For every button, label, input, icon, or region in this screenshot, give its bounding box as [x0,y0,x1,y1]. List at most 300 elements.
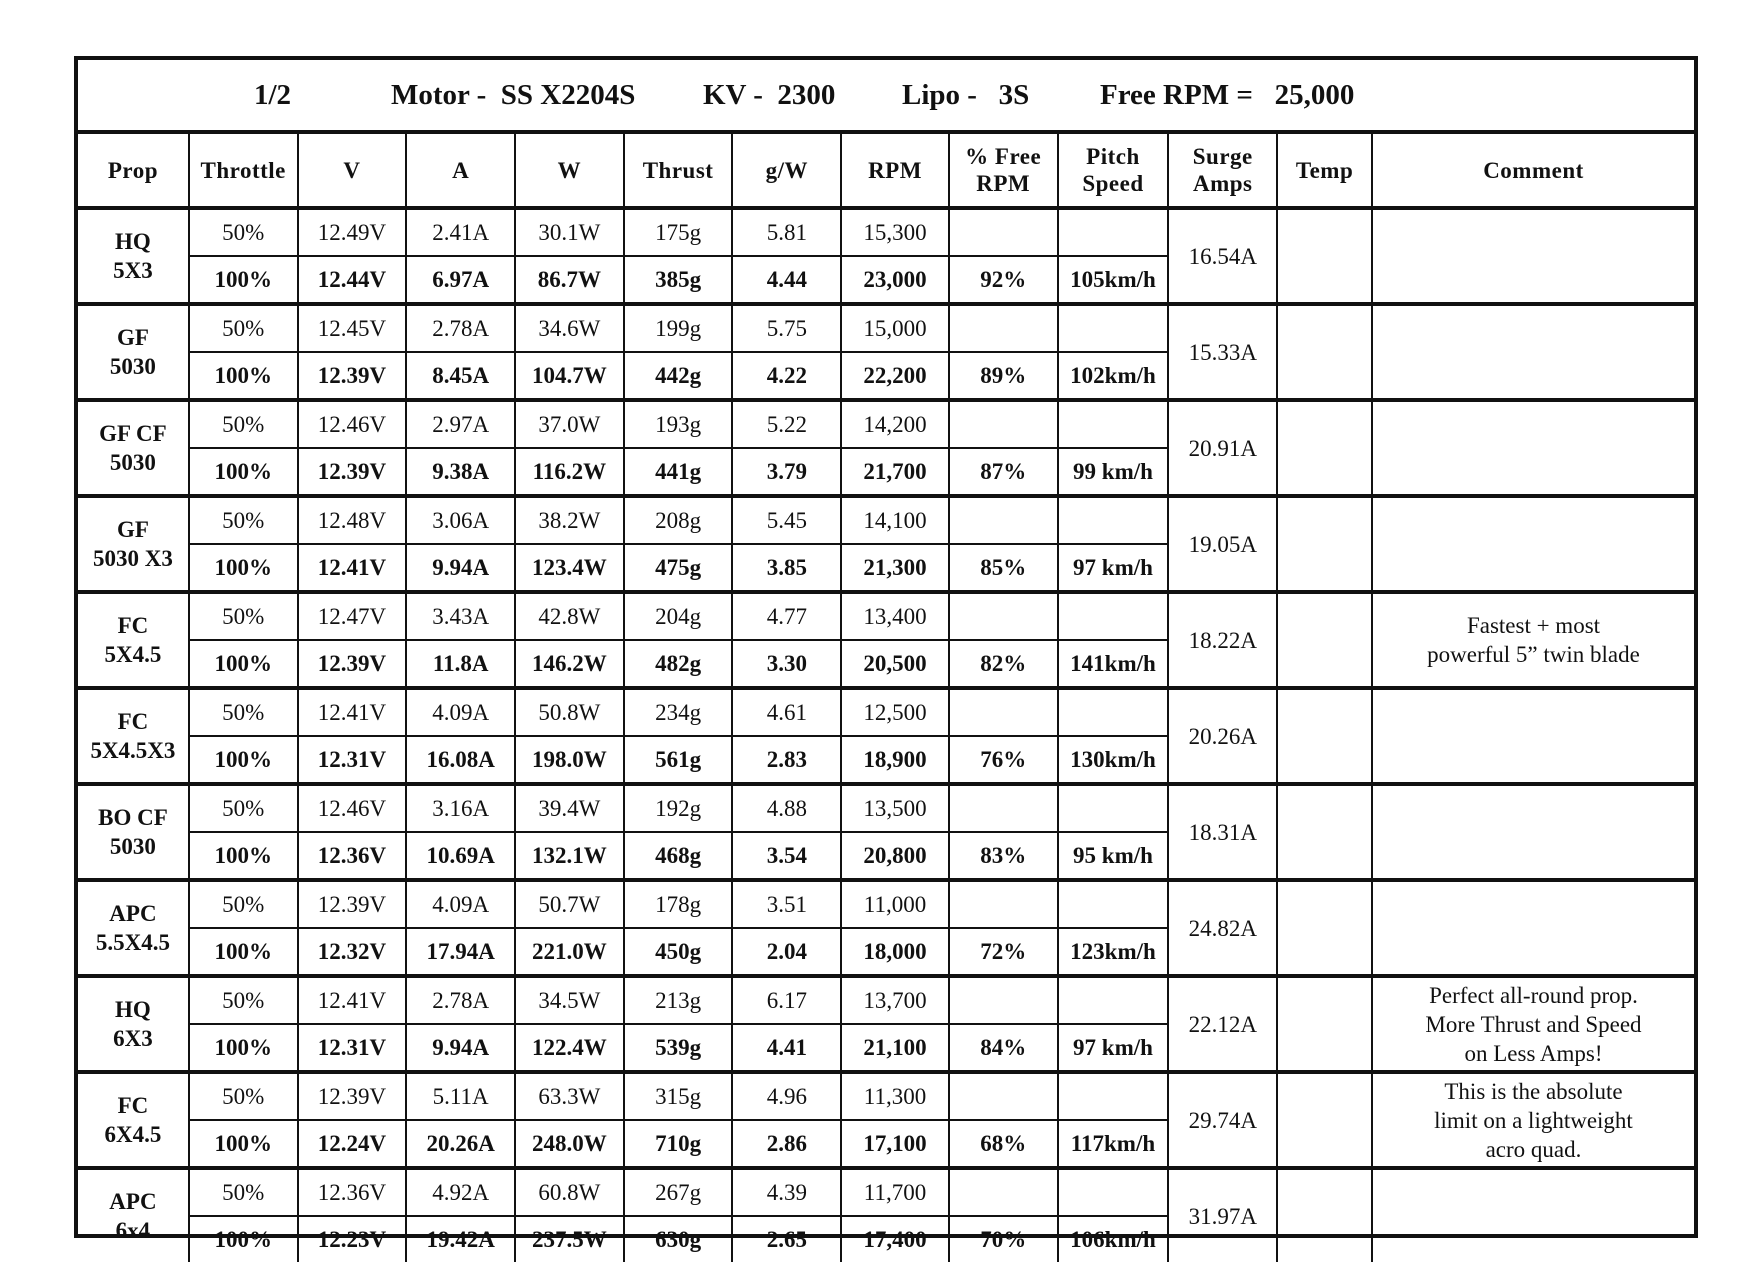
cell-throttle: 50% [189,688,298,736]
comment-line: Fastest + most [1466,613,1601,638]
cell-a: 9.94A [406,544,515,592]
prop-name-line: 5030 [109,354,156,379]
cell-w: 116.2W [515,448,624,496]
column-header-line: Thrust [642,157,714,183]
cell-comment [1372,976,1694,1072]
cell-a: 4.09A [406,880,515,928]
cell-a: 3.16A [406,784,515,832]
cell-w: 60.8W [515,1168,624,1216]
cell-a: 2.97A [406,400,515,448]
cell-surge-amps: 20.91A [1168,400,1277,496]
test-sheet [74,56,1698,1252]
cell-v: 12.39V [298,1072,407,1120]
cell-v: 12.39V [298,640,407,688]
cell-w: 221.0W [515,928,624,976]
cell-gw: 4.96 [732,1072,841,1120]
cell-rpm: 14,200 [841,400,949,448]
column-header-line: Comment [1483,157,1584,183]
prop-name-line: FC [117,1093,149,1118]
cell-rpm: 13,700 [841,976,949,1024]
column-header [515,134,624,208]
cell-w: 34.6W [515,304,624,352]
cell-thrust: 175g [624,208,733,256]
cell-pitch [1058,784,1169,832]
cell-free: 82% [949,640,1058,688]
cell-rpm: 18,000 [841,928,949,976]
cell-thrust: 630g [624,1216,733,1262]
cell-a: 9.94A [406,1024,515,1072]
cell-free: 76% [949,736,1058,784]
cell-gw: 4.39 [732,1168,841,1216]
table-row-half-throttle [78,976,1694,1024]
column-header-line: g/W [765,157,808,183]
cell-rpm: 11,700 [841,1168,949,1216]
cell-rpm: 11,000 [841,880,949,928]
cell-rpm: 17,100 [841,1120,949,1168]
cell-throttle: 100% [189,448,298,496]
cell-v: 12.39V [298,880,407,928]
cell-thrust: 204g [624,592,733,640]
cell-free [949,688,1058,736]
kv-label: KV - 2300 [703,79,836,111]
prop-name-line: 5030 X3 [92,546,173,571]
cell-pitch: 106km/h [1058,1216,1169,1262]
comment-line: limit on a lightweight [1434,1107,1633,1133]
comment-line: This is the absolute [1444,1078,1623,1104]
table-row-half-throttle [78,1072,1694,1120]
cell-w: 132.1W [515,832,624,880]
cell-free: 84% [949,1024,1058,1072]
column-header-line: A [452,157,470,183]
cell-gw: 5.45 [732,496,841,544]
table-row-half-throttle [78,688,1694,736]
cell-free: 89% [949,352,1058,400]
page-number: 1/2 [254,79,292,111]
prop-name-line: 5X4.5 [104,642,162,667]
column-header [841,134,949,208]
prop-name-line: GF [116,517,149,542]
cell-throttle: 100% [189,1120,298,1168]
cell-temp [1277,784,1372,880]
cell-comment [1372,1168,1694,1262]
column-header [1058,134,1169,208]
prop-name-line: 5030 [109,834,156,859]
cell-thrust: 475g [624,544,733,592]
cell-free [949,784,1058,832]
cell-w: 30.1W [515,208,624,256]
cell-gw: 4.22 [732,352,841,400]
cell-v: 12.45V [298,304,407,352]
prop-name-line: APC [109,901,157,926]
cell-pitch [1058,880,1169,928]
table-row-half-throttle [78,592,1694,640]
cell-w: 39.4W [515,784,624,832]
cell-comment [1372,688,1694,784]
cell-thrust: 710g [624,1120,733,1168]
cell-a: 20.26A [406,1120,515,1168]
cell-gw: 4.41 [732,1024,841,1072]
cell-throttle: 100% [189,352,298,400]
cell-temp [1277,592,1372,688]
cell-comment [1372,304,1694,400]
cell-surge-amps: 19.05A [1168,496,1277,592]
column-header [189,134,298,208]
column-header [949,134,1058,208]
cell-free [949,304,1058,352]
cell-a: 16.08A [406,736,515,784]
prop-name-line: GF [116,325,149,350]
cell-v: 12.36V [298,832,407,880]
cell-temp [1277,208,1372,304]
cell-temp [1277,304,1372,400]
cell-thrust: 441g [624,448,733,496]
cell-gw: 5.75 [732,304,841,352]
cell-a: 4.09A [406,688,515,736]
prop-name-line: HQ [115,997,151,1022]
cell-w: 37.0W [515,400,624,448]
cell-thrust: 234g [624,688,733,736]
cell-temp [1277,976,1372,1072]
cell-a: 5.11A [406,1072,515,1120]
cell-gw: 5.81 [732,208,841,256]
cell-a: 9.38A [406,448,515,496]
column-header [732,134,841,208]
cell-rpm: 15,300 [841,208,949,256]
cell-throttle: 100% [189,832,298,880]
cell-temp [1277,688,1372,784]
cell-rpm: 15,000 [841,304,949,352]
cell-rpm: 17,400 [841,1216,949,1262]
cell-w: 198.0W [515,736,624,784]
cell-thrust: 385g [624,256,733,304]
cell-throttle: 50% [189,208,298,256]
cell-pitch [1058,400,1169,448]
cell-a: 3.06A [406,496,515,544]
column-header [1168,134,1277,208]
prop-name-line: FC [117,709,149,734]
comment-line: acro quad. [1485,1136,1582,1162]
cell-thrust: 442g [624,352,733,400]
cell-throttle: 50% [189,1168,298,1216]
cell-rpm: 14,100 [841,496,949,544]
cell-gw: 3.51 [732,880,841,928]
cell-free: 85% [949,544,1058,592]
cell-v: 12.46V [298,784,407,832]
cell-gw: 6.17 [732,976,841,1024]
column-header [1277,134,1372,208]
table-row-half-throttle [78,1168,1694,1216]
title-bar [78,60,1694,134]
cell-gw: 4.61 [732,688,841,736]
column-header-line: Speed [1082,171,1144,196]
cell-gw: 3.54 [732,832,841,880]
cell-gw: 3.79 [732,448,841,496]
cell-rpm: 22,200 [841,352,949,400]
cell-gw: 4.44 [732,256,841,304]
table-body [78,208,1694,1262]
prop-name-cell [78,976,189,1072]
cell-v: 12.49V [298,208,407,256]
cell-v: 12.47V [298,592,407,640]
cell-thrust: 450g [624,928,733,976]
column-header-line: Pitch [1086,144,1140,169]
cell-throttle: 100% [189,1216,298,1262]
cell-pitch: 141km/h [1058,640,1169,688]
cell-w: 34.5W [515,976,624,1024]
cell-gw: 3.85 [732,544,841,592]
cell-a: 2.78A [406,304,515,352]
cell-free [949,496,1058,544]
cell-v: 12.44V [298,256,407,304]
cell-pitch: 99 km/h [1058,448,1169,496]
cell-surge-amps: 22.12A [1168,976,1277,1072]
cell-gw: 3.30 [732,640,841,688]
cell-rpm: 12,500 [841,688,949,736]
cell-thrust: 315g [624,1072,733,1120]
column-header-line: Surge [1192,144,1253,169]
cell-v: 12.24V [298,1120,407,1168]
cell-pitch [1058,304,1169,352]
cell-surge-amps: 18.31A [1168,784,1277,880]
cell-w: 123.4W [515,544,624,592]
cell-thrust: 482g [624,640,733,688]
cell-free: 92% [949,256,1058,304]
cell-temp [1277,1072,1372,1168]
cell-v: 12.32V [298,928,407,976]
prop-name-line: 5X4.5X3 [90,738,176,763]
cell-surge-amps: 15.33A [1168,304,1277,400]
cell-rpm: 13,400 [841,592,949,640]
cell-free [949,592,1058,640]
cell-surge-amps: 18.22A [1168,592,1277,688]
prop-name-cell [78,688,189,784]
cell-pitch [1058,688,1169,736]
prop-name-cell [78,400,189,496]
cell-rpm: 21,300 [841,544,949,592]
cell-pitch: 95 km/h [1058,832,1169,880]
cell-throttle: 50% [189,592,298,640]
prop-name-line: 6X3 [113,1026,153,1051]
prop-name-cell [78,1072,189,1168]
cell-free [949,1072,1058,1120]
column-header [1372,134,1694,208]
table-row-half-throttle [78,304,1694,352]
cell-throttle: 100% [189,928,298,976]
prop-name-line: GF CF [99,421,167,446]
cell-throttle: 100% [189,736,298,784]
prop-test-table [78,134,1694,1262]
comment-line: More Thrust and Speed [1425,1011,1642,1037]
cell-pitch [1058,1168,1169,1216]
cell-gw: 4.77 [732,592,841,640]
cell-gw: 2.83 [732,736,841,784]
cell-a: 6.97A [406,256,515,304]
cell-thrust: 539g [624,1024,733,1072]
cell-throttle: 100% [189,256,298,304]
cell-throttle: 50% [189,1072,298,1120]
cell-surge-amps: 20.26A [1168,688,1277,784]
cell-thrust: 208g [624,496,733,544]
cell-v: 12.39V [298,448,407,496]
column-header-line: % Free [965,144,1042,169]
cell-w: 248.0W [515,1120,624,1168]
prop-name-cell [78,496,189,592]
cell-w: 63.3W [515,1072,624,1120]
cell-thrust: 213g [624,976,733,1024]
cell-throttle: 50% [189,880,298,928]
cell-v: 12.23V [298,1216,407,1262]
cell-thrust: 267g [624,1168,733,1216]
cell-throttle: 50% [189,784,298,832]
comment-line: on Less Amps! [1464,1040,1603,1066]
cell-pitch [1058,976,1169,1024]
cell-gw: 2.65 [732,1216,841,1262]
cell-free [949,976,1058,1024]
cell-throttle: 50% [189,976,298,1024]
column-header-line: Prop [107,157,158,183]
cell-a: 10.69A [406,832,515,880]
cell-pitch [1058,496,1169,544]
cell-temp [1277,400,1372,496]
cell-v: 12.46V [298,400,407,448]
column-header-line: RPM [976,171,1031,196]
cell-v: 12.48V [298,496,407,544]
cell-a: 3.43A [406,592,515,640]
cell-thrust: 561g [624,736,733,784]
cell-rpm: 13,500 [841,784,949,832]
cell-throttle: 100% [189,1024,298,1072]
cell-pitch: 123km/h [1058,928,1169,976]
cell-rpm: 20,800 [841,832,949,880]
prop-name-line: 5.5X4.5 [95,930,170,955]
cell-free [949,400,1058,448]
cell-comment [1372,592,1694,688]
cell-w: 50.8W [515,688,624,736]
cell-thrust: 199g [624,304,733,352]
cell-comment [1372,496,1694,592]
column-header [78,134,189,208]
prop-name-cell [78,592,189,688]
cell-surge-amps: 31.97A [1168,1168,1277,1262]
cell-rpm: 20,500 [841,640,949,688]
cell-v: 12.39V [298,352,407,400]
column-header-line: V [343,157,361,183]
cell-free: 70% [949,1216,1058,1262]
cell-pitch [1058,1072,1169,1120]
cell-pitch [1058,592,1169,640]
cell-w: 42.8W [515,592,624,640]
cell-a: 2.78A [406,976,515,1024]
cell-comment [1372,400,1694,496]
prop-name-line: 6X4.5 [104,1122,162,1147]
column-header-line: Temp [1295,157,1354,183]
cell-throttle: 50% [189,400,298,448]
prop-name-line: 6x4 [115,1218,151,1243]
cell-pitch: 97 km/h [1058,1024,1169,1072]
column-header-row [78,134,1694,208]
table-row-half-throttle [78,496,1694,544]
cell-a: 11.8A [406,640,515,688]
cell-v: 12.41V [298,688,407,736]
cell-free [949,880,1058,928]
cell-throttle: 100% [189,640,298,688]
lipo-label: Lipo - 3S [902,79,1030,111]
cell-surge-amps: 29.74A [1168,1072,1277,1168]
comment-line: powerful 5” twin blade [1427,642,1640,667]
cell-w: 86.7W [515,256,624,304]
cell-pitch: 102km/h [1058,352,1169,400]
table-row-half-throttle [78,208,1694,256]
motor-label: Motor - SS X2204S [391,79,636,111]
prop-name-cell [78,784,189,880]
cell-thrust: 192g [624,784,733,832]
cell-w: 50.7W [515,880,624,928]
prop-name-cell [78,304,189,400]
cell-rpm: 18,900 [841,736,949,784]
table-row-half-throttle [78,784,1694,832]
cell-temp [1277,880,1372,976]
cell-comment [1372,208,1694,304]
prop-name-line: BO CF [98,805,168,830]
cell-pitch: 105km/h [1058,256,1169,304]
cell-rpm: 21,700 [841,448,949,496]
cell-surge-amps: 16.54A [1168,208,1277,304]
cell-free: 87% [949,448,1058,496]
cell-free [949,208,1058,256]
comment-line: Perfect all-round prop. [1429,982,1638,1008]
cell-free: 68% [949,1120,1058,1168]
column-header [406,134,515,208]
cell-w: 122.4W [515,1024,624,1072]
column-header-line: RPM [868,157,922,183]
cell-v: 12.31V [298,1024,407,1072]
cell-throttle: 50% [189,304,298,352]
cell-free: 72% [949,928,1058,976]
prop-name-line: FC [117,613,149,638]
cell-free: 83% [949,832,1058,880]
cell-w: 104.7W [515,352,624,400]
prop-name-cell [78,880,189,976]
cell-pitch: 130km/h [1058,736,1169,784]
cell-comment [1372,1072,1694,1168]
prop-name-cell [78,1168,189,1262]
column-header [624,134,733,208]
cell-v: 12.41V [298,976,407,1024]
cell-w: 38.2W [515,496,624,544]
prop-name-line: 5X3 [113,258,153,283]
column-header-line: Throttle [200,157,286,183]
cell-comment [1372,784,1694,880]
cell-rpm: 21,100 [841,1024,949,1072]
table-row-half-throttle [78,400,1694,448]
cell-gw: 4.88 [732,784,841,832]
cell-a: 19.42A [406,1216,515,1262]
cell-v: 12.31V [298,736,407,784]
prop-name-cell [78,208,189,304]
cell-pitch: 97 km/h [1058,544,1169,592]
cell-thrust: 178g [624,880,733,928]
column-header-line: W [557,157,582,183]
cell-gw: 2.04 [732,928,841,976]
cell-a: 17.94A [406,928,515,976]
cell-thrust: 193g [624,400,733,448]
cell-gw: 2.86 [732,1120,841,1168]
prop-name-line: HQ [115,229,151,254]
cell-free [949,1168,1058,1216]
table-row-half-throttle [78,880,1694,928]
cell-w: 146.2W [515,640,624,688]
cell-throttle: 50% [189,496,298,544]
